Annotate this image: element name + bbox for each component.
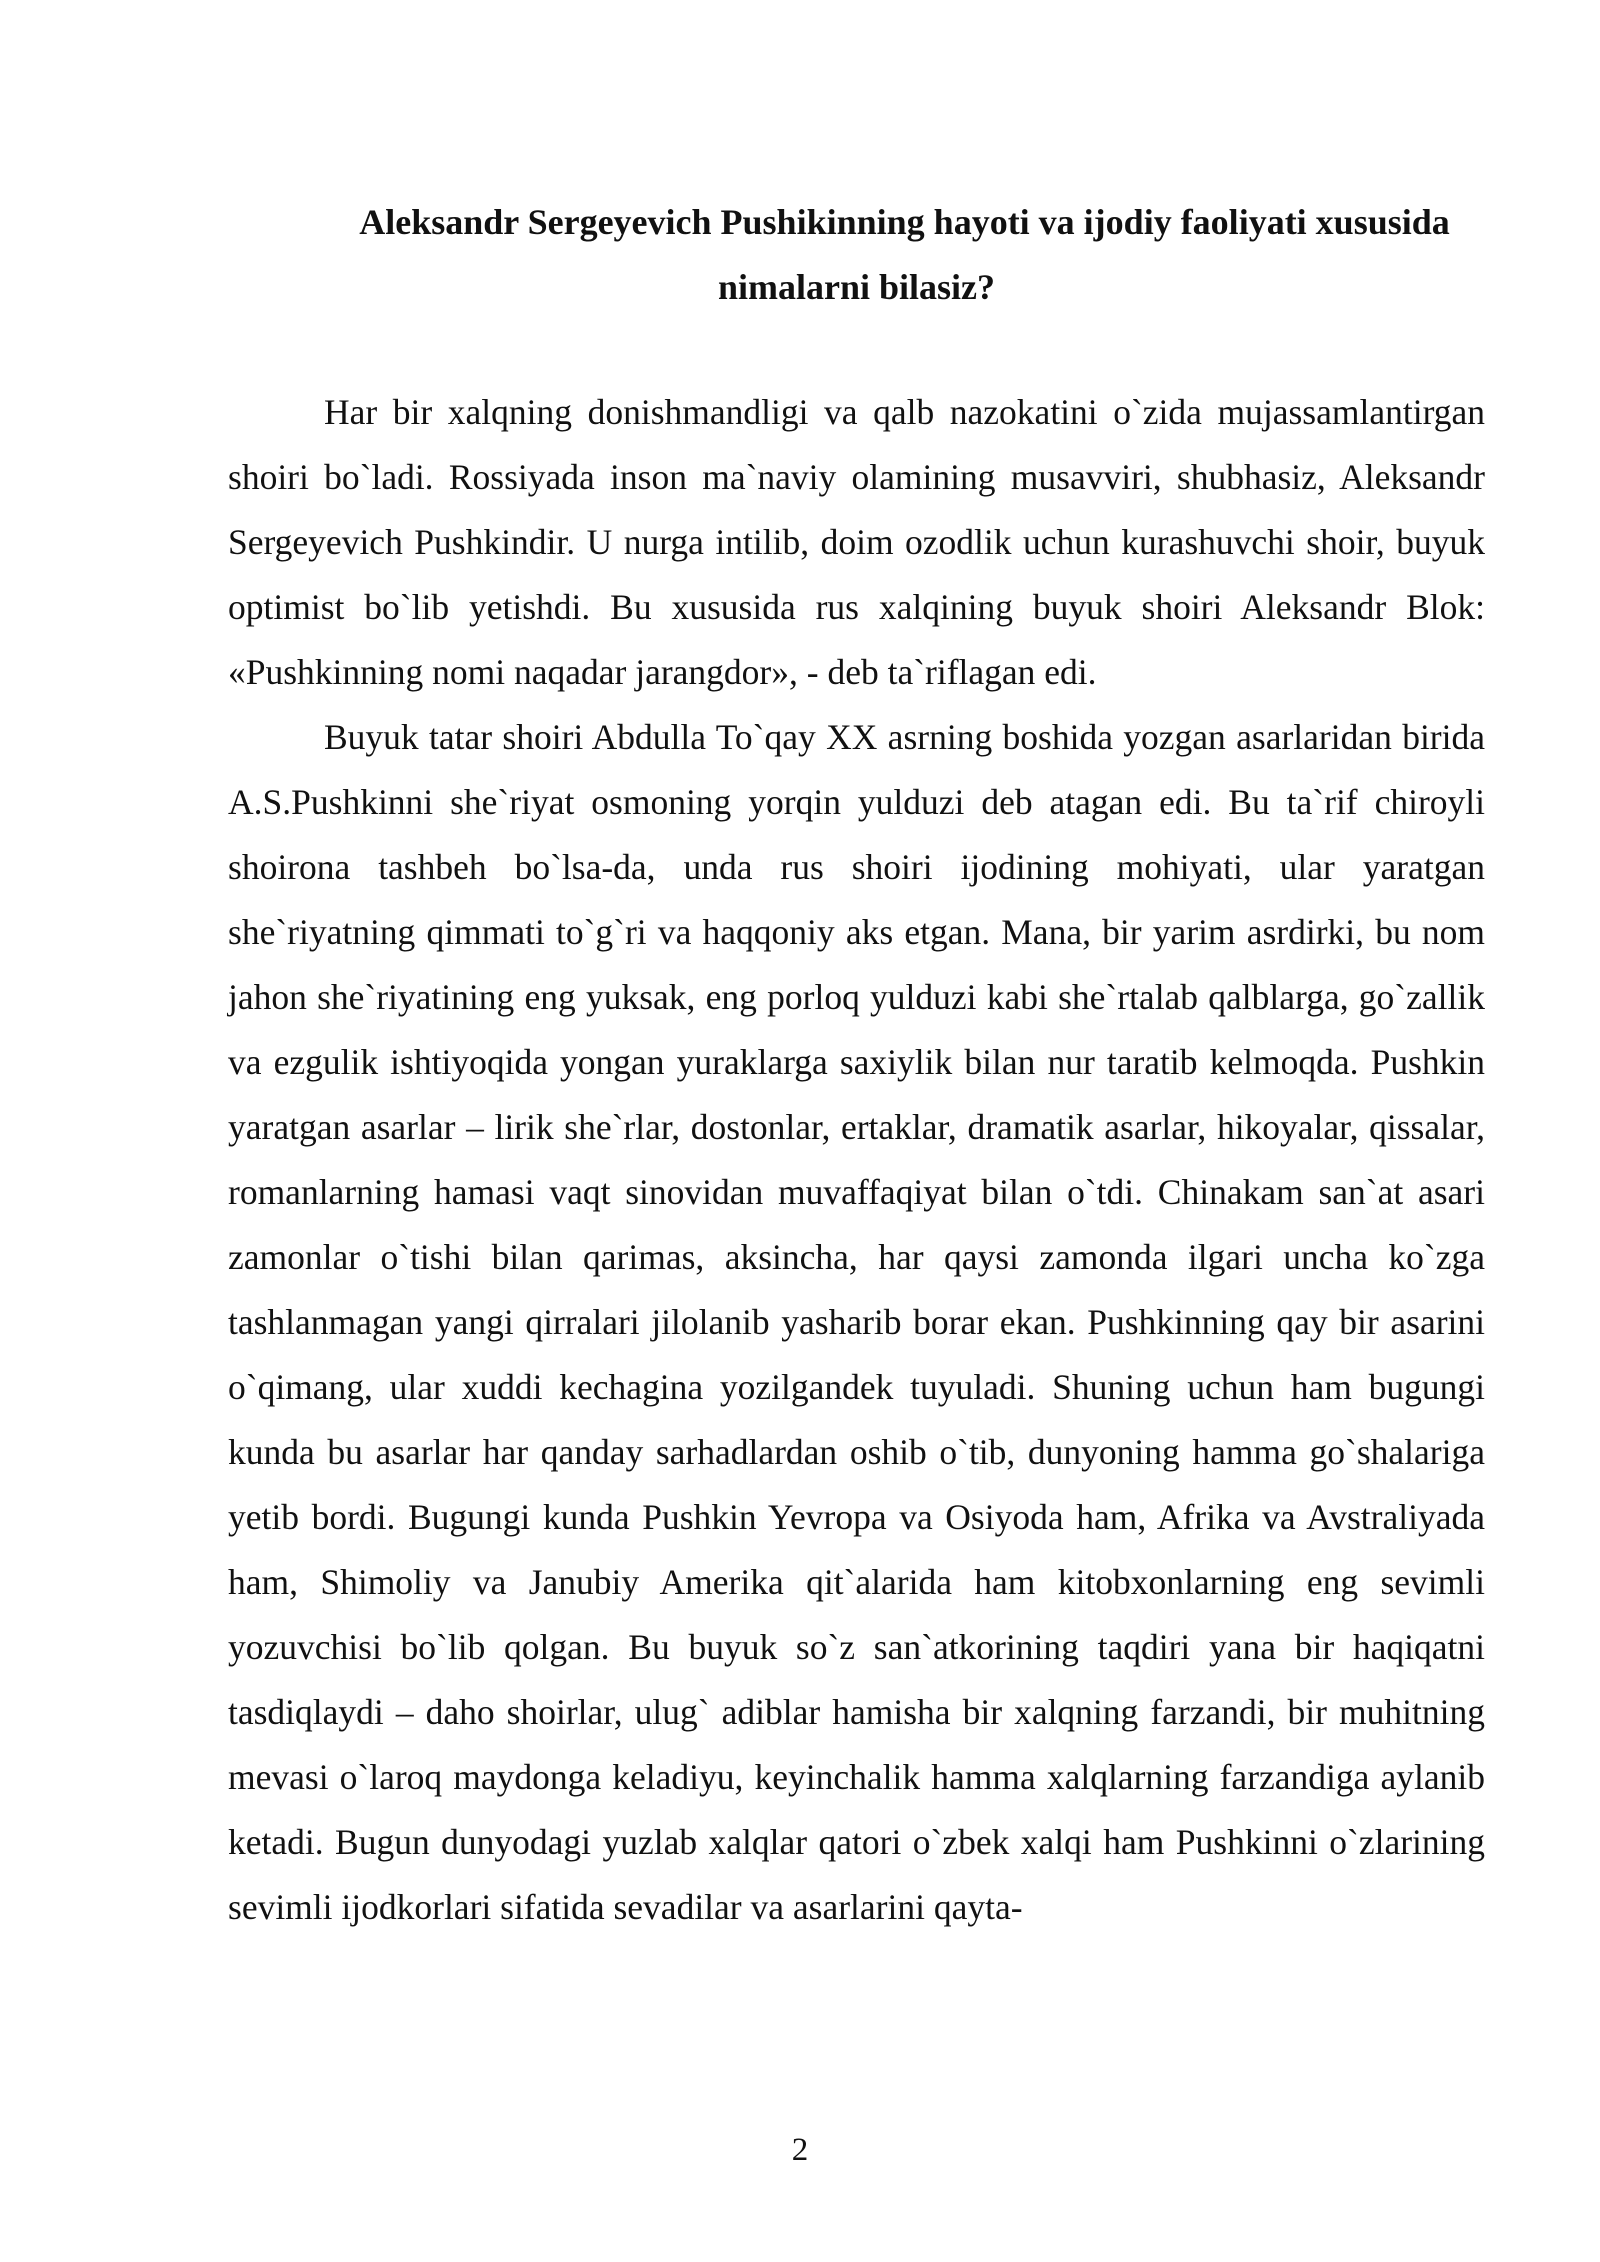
document-body	[228, 380, 1485, 1940]
paragraph-intro: Har bir xalqning donishmandligi va qalb nazokatini o`zida mujassamlantirgan shoiri bo`ladi. Rossiyada inson ma`naviy olamining musavviri, shubhasiz, Aleksandr Sergeyevich Pushkindir. U nurga intilib, doim ozodlik uchun kurashuvchi shoir, buyuk optimist bo`lib yetishdi. Bu xususida rus xalqining buyuk shoiri Aleksandr Blok: «Pushkinning nomi naqadar jarangdor», - deb ta`riflagan edi.	[228, 392, 1485, 692]
paragraph-main: Buyuk tatar shoiri Abdulla To`qay XX asrning boshida yozgan asarlaridan birida A.S.Pushkinni she`riyat osmoning yorqin yulduzi deb atagan edi. Bu ta`rif chiroyli shoirona tashbeh bo`lsa-da, unda rus shoiri ijodining mohiyati, ular yaratgan she`riyatning qimmati to`g`ri va haqqoniy aks etgan. Mana, bir yarim asrdirki, bu nom jahon she`riyatining eng yuksak, eng porloq yulduzi kabi she`rtalab qalblarga, go`zallik va ezgulik ishtiyoqida yongan yuraklarga saxiylik bilan nur taratib kelmoqda. Pushkin yaratgan asarlar – lirik she`rlar, dostonlar, ertaklar, dramatik asarlar, hikoyalar, qissalar, romanlarning hamasi vaqt sinovidan muvaffaqiyat bilan o`tdi. Chinakam san`at asari zamonlar o`tishi bilan qarimas, aksincha, har qaysi zamonda ilgari uncha ko`zga tashlanmagan yangi qirralari jilolanib yasharib borar ekan. Pushkinning qay bir asarini o`qimang, ular xuddi kechagina yozilgandek tuyuladi. Shuning uchun ham bugungi kunda bu asarlar har qanday sarhadlardan oshib o`tib, dunyoning hamma go`shalariga yetib bordi. Bugungi kunda Pushkin Yevropa va Osiyoda ham, Afrika va Avstraliyada ham, Shimoliy va Janubiy Amerika qit`alarida ham kitobxonlarning eng sevimli yozuvchisi bo`lib qolgan. Bu buyuk so`z san`atkorining taqdiri yana bir haqiqatni tasdiqlaydi – daho shoirlar, ulug` adiblar hamisha bir xalqning farzandi, bir muhitning mevasi o`laroq maydonga keladiyu, keyinchalik hamma xalqlarning farzandiga aylanib ketadi. Bugun dunyodagi yuzlab xalqlar qatori o`zbek xalqi ham Pushkinni o`zlarining sevimli ijodkorlari sifatida sevadilar va asarlarini qayta-	[228, 717, 1485, 1927]
document-title: Aleksandr Sergeyevich Pushikinning hayoti va ijodiy faoliyati xususida nimalarni bilasiz?	[359, 202, 1450, 307]
page-number: 2	[791, 2132, 809, 2168]
